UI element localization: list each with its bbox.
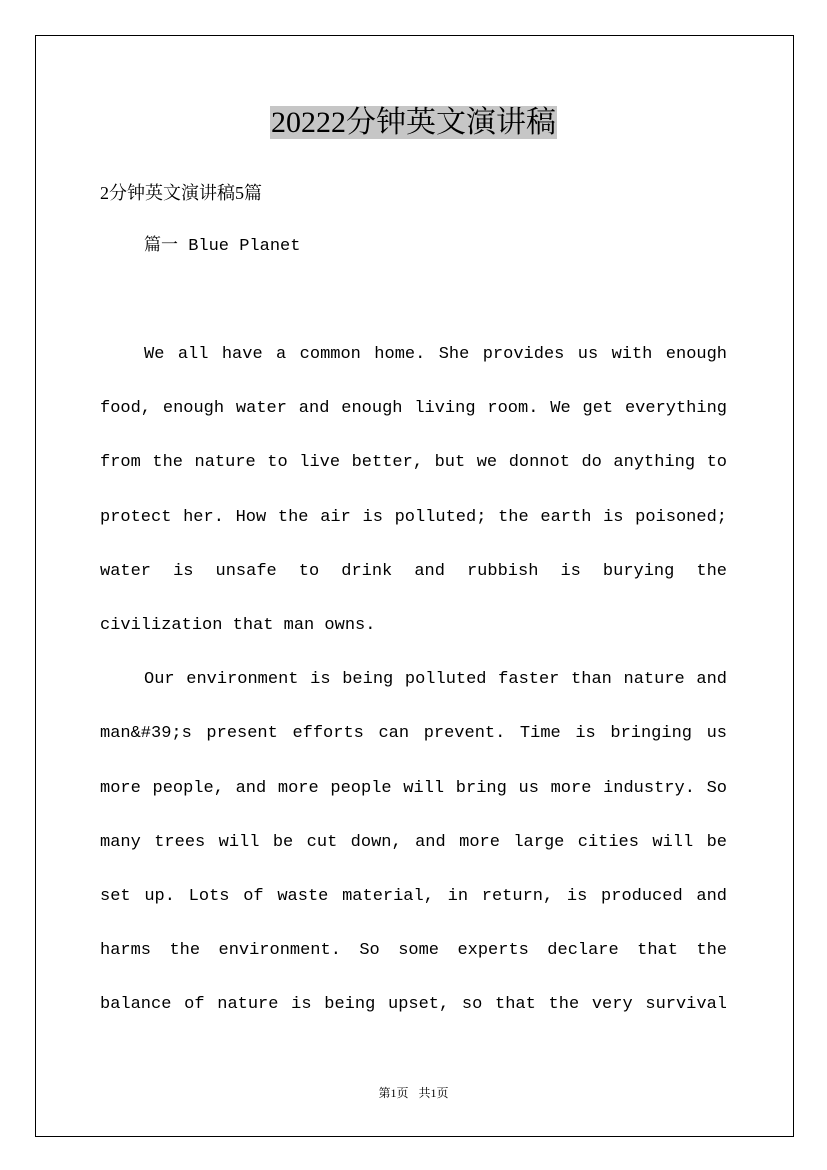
paragraph — [100, 328, 727, 653]
page-number: 第1页 — [378, 1086, 409, 1100]
page-footer — [0, 1084, 827, 1102]
text-line: many trees will be cut down, and more large cities will be — [100, 832, 727, 852]
text-line: harms the environment. So some experts declare that the — [100, 941, 727, 961]
document-title-text: 20222分钟英文演讲稿 — [271, 106, 556, 139]
paragraph — [100, 653, 727, 1032]
text-line: from the nature to live better, but we donnot do anything to — [100, 453, 727, 473]
text-line: We all have a common home. She provides us with enough — [144, 345, 727, 364]
text-line: balance of nature is being upset, so that the very survival — [100, 995, 727, 1015]
text-line: civilization that man owns. — [100, 615, 376, 635]
text-line: more people, and more people will bring us more industry. So — [100, 778, 727, 798]
text-line: protect her. How the air is polluted; the earth is poisoned; — [100, 507, 727, 527]
text-line: Our environment is being polluted faster than nature and — [144, 670, 727, 690]
document-title — [0, 103, 827, 143]
body-text — [100, 328, 727, 1032]
text-line: set up. Lots of waste material, in return, is produced and — [100, 886, 727, 906]
document-subtitle: 2分钟英文演讲稿5篇 — [100, 183, 262, 203]
page-total: 共1页 — [418, 1086, 449, 1100]
text-line: man&#39;s present efforts can prevent. Time is bringing us — [100, 724, 727, 744]
section-heading: 篇一 Blue Planet — [144, 237, 301, 256]
text-line: water is unsafe to drink and rubbish is burying the — [100, 561, 727, 581]
text-line: food, enough water and enough living room. We get everything — [100, 399, 727, 419]
